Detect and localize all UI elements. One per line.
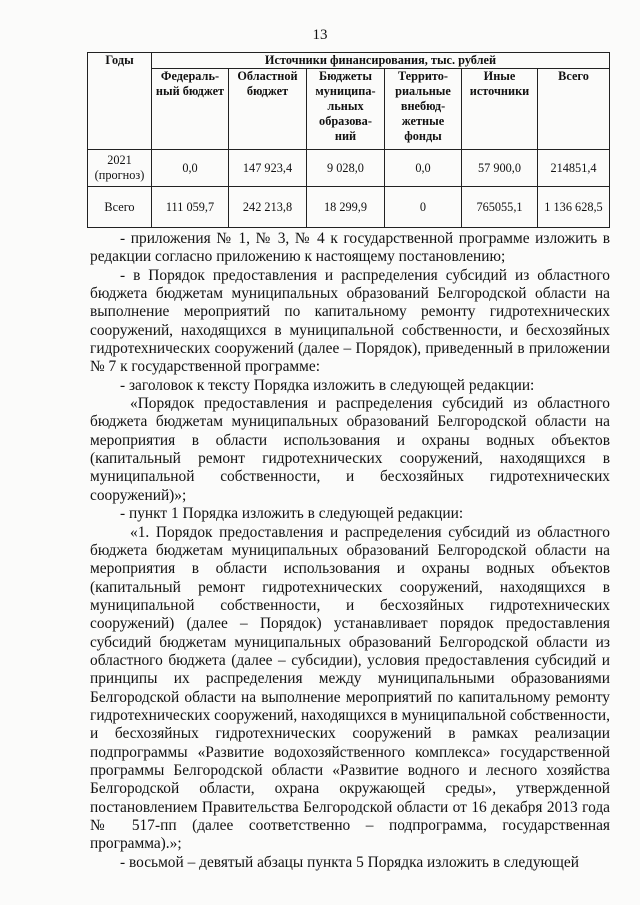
row-year: Всего	[88, 187, 152, 228]
paragraph: - заголовок к тексту Порядка изложить в следующей редакции:	[120, 376, 535, 394]
financing-table	[87, 52, 610, 228]
table-cell: 147 923,4	[229, 150, 307, 187]
page-number: 13	[312, 27, 328, 43]
table-cell: 0,0	[385, 150, 462, 187]
table-cell: 18 299,9	[307, 187, 385, 228]
header-regional-budget: Областной бюджет	[229, 69, 307, 150]
row-year: 2021 (прогноз)	[88, 150, 152, 187]
table-cell: 242 213,8	[229, 187, 307, 228]
header-federal-budget: Федераль-ный бюджет	[152, 69, 229, 150]
table-cell: 765055,1	[462, 187, 538, 228]
table-cell: 1 136 628,5	[538, 187, 610, 228]
table-row	[88, 187, 610, 228]
table-cell: 9 028,0	[307, 150, 385, 187]
table-cell: 111 059,7	[152, 187, 229, 228]
header-municipal-budgets: Бюджеты муниципа-льных образова-ний	[307, 69, 385, 150]
table-cell: 0,0	[152, 150, 229, 187]
header-total: Всего	[538, 69, 610, 150]
table-cell: 0	[385, 187, 462, 228]
paragraph: - восьмой – девятый абзацы пункта 5 Порядка изложить в следующей	[120, 853, 579, 871]
header-years: Годы	[88, 53, 152, 150]
header-financing-sources: Источники финансирования, тыс. рублей	[152, 53, 610, 69]
paragraph: - в Порядок предоставления и распределения субсидий из областного бюджета бюджетам муниципальных образований Белгородской области на выполнение мероприятий по капитальному ремонту гидротехнических сооружений, находящихся в муниципальной собственности, и бесхозяйных гидротехнических сооружений (далее – Порядок), приведенный в приложении № 7 к государственной программе:	[90, 266, 610, 376]
paragraph: - пункт 1 Порядка изложить в следующей редакции:	[120, 505, 464, 523]
header-territorial-funds: Террито-риальные внебюд-жетные фонды	[385, 69, 462, 150]
paragraph: - приложения № 1, № 3, № 4 к государственной программе изложить в редакции согласно приложению к настоящему постановлению;	[90, 230, 610, 266]
header-other-sources: Иные источники	[462, 69, 538, 150]
paragraph: «Порядок предоставления и распределения субсидий из областного бюджета бюджетам муниципальных образований Белгородской области на мероприятия в области использования и охраны водных объектов (капитальный ремонт гидротехнических сооружений, находящихся в муниципальной собственности, и бесхозяйных гидротехнических сооружений)»;	[90, 395, 610, 504]
body-text	[90, 230, 610, 872]
table-cell: 57 900,0	[462, 150, 538, 187]
table-cell: 214851,4	[538, 150, 610, 187]
paragraph: «1. Порядок предоставления и распределения субсидий из областного бюджета бюджетам муниципальных образований Белгородской области на мероприятия в области использования и охраны водных объектов (капитальный ремонт гидротехнических сооружений, находящихся в муниципальной собственности, и бесхозяйных гидротехнических сооружений) (далее – Порядок) устанавливает порядок предоставления субсидий бюджетам муниципальных образований Белгородской области из областного бюджета (далее – субсидии), условия предоставления субсидий и принципы их распределения между муниципальными образованиями Белгородской области на выполнение мероприятий по капитальному ремонту гидротехнических сооружений, находящихся в муниципальной собственности, и бесхозяйных гидротехнических сооружений в рамках реализации подпрограммы «Развитие водохозяйственного комплекса» государственной программы Белгородской области «Развитие водного и лесного хозяйства Белгородской области, охрана окружающей среды», утвержденной постановлением Правительства Белгородской области от 16 декабря 2013 года № 517-пп (далее соответственно – подпрограмма, государственная программа).»;	[90, 523, 610, 853]
table-row	[88, 150, 610, 187]
